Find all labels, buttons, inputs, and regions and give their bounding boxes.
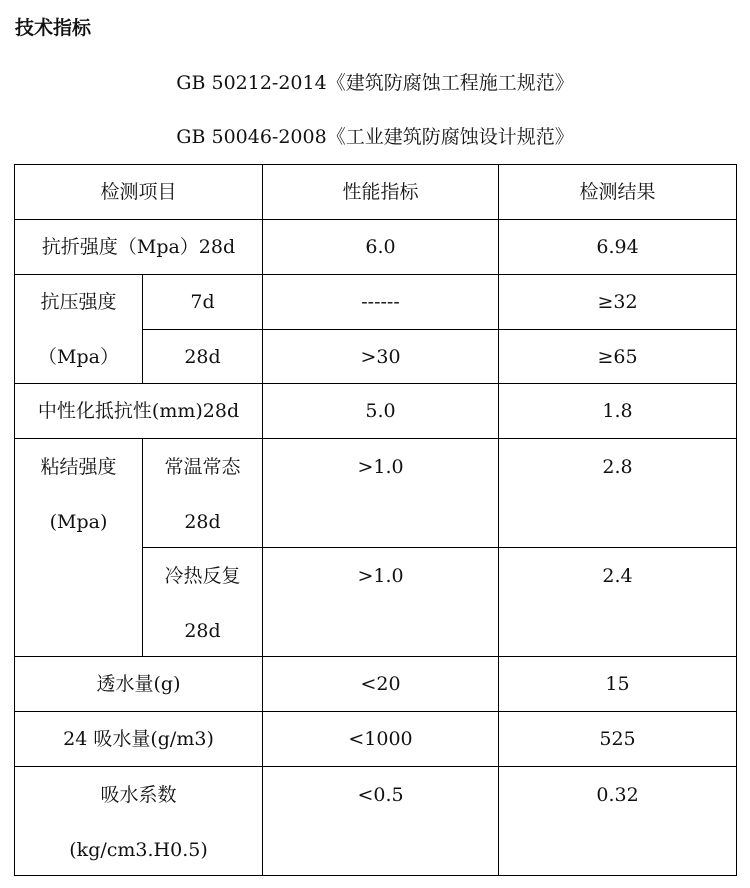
header-test-item: 检测项目 xyxy=(15,165,263,220)
compressive-strength-label xyxy=(15,275,143,384)
compressive-7d-result: ≥32 xyxy=(499,275,737,330)
bond-normal-result: 2.8 xyxy=(499,439,737,548)
flexural-strength-label: 抗折强度（Mpa）28d xyxy=(15,220,263,275)
water-absorption-24h-spec: <1000 xyxy=(263,712,499,767)
absorption-coefficient-label xyxy=(15,767,263,876)
table-header-row xyxy=(15,165,737,220)
bond-cycling-spec: >1.0 xyxy=(263,548,499,657)
carbonation-resistance-result: 1.8 xyxy=(499,384,737,439)
compressive-28d-spec: >30 xyxy=(263,330,499,384)
table-row xyxy=(15,220,737,275)
table-row xyxy=(15,767,737,876)
flexural-strength-spec: 6.0 xyxy=(263,220,499,275)
carbonation-resistance-label: 中性化抵抗性(mm)28d xyxy=(15,384,263,439)
table-row xyxy=(15,657,737,712)
bond-cycling-result: 2.4 xyxy=(499,548,737,657)
bond-condition-cycling-line1: 冷热反复 xyxy=(164,565,241,587)
water-absorption-24h-label: 24 吸水量(g/m3) xyxy=(15,712,263,767)
technical-spec-table xyxy=(14,164,737,876)
water-permeation-label: 透水量(g) xyxy=(15,657,263,712)
header-performance-spec: 性能指标 xyxy=(263,165,499,220)
bond-condition-cycling xyxy=(143,548,263,657)
bond-condition-cycling-line2: 28d xyxy=(184,620,221,642)
flexural-strength-result: 6.94 xyxy=(499,220,737,275)
absorption-coefficient-result: 0.32 xyxy=(499,767,737,876)
water-permeation-result: 15 xyxy=(499,657,737,712)
absorption-coefficient-spec: <0.5 xyxy=(263,767,499,876)
carbonation-resistance-spec: 5.0 xyxy=(263,384,499,439)
table-row xyxy=(15,384,737,439)
compressive-7d-spec: ------ xyxy=(263,275,499,330)
bond-strength-label-line1: 粘结强度 xyxy=(40,456,117,478)
bond-strength-label xyxy=(15,439,143,657)
bond-strength-label-line2: (Mpa) xyxy=(49,511,108,533)
standard-reference-1: GB 50212-2014《建筑防腐蚀工程施工规范》 xyxy=(176,72,574,94)
compressive-strength-label-line1: 抗压强度 xyxy=(40,290,117,313)
compressive-age-7d: 7d xyxy=(143,275,263,330)
water-permeation-spec: <20 xyxy=(263,657,499,712)
absorption-coefficient-label-line2: (kg/cm3.H0.5) xyxy=(69,839,208,861)
absorption-coefficient-label-line1: 吸水系数 xyxy=(100,784,177,806)
bond-normal-spec: >1.0 xyxy=(263,439,499,548)
compressive-age-28d: 28d xyxy=(143,330,263,384)
standard-reference-2: GB 50046-2008《工业建筑防腐蚀设计规范》 xyxy=(176,126,574,148)
page-heading: 技术指标 xyxy=(15,17,92,39)
table-row xyxy=(15,712,737,767)
bond-condition-normal xyxy=(143,439,263,548)
header-test-result: 检测结果 xyxy=(499,165,737,220)
water-absorption-24h-result: 525 xyxy=(499,712,737,767)
table-row xyxy=(15,439,737,548)
table-row xyxy=(15,275,737,330)
bond-condition-normal-line1: 常温常态 xyxy=(164,456,241,478)
compressive-28d-result: ≥65 xyxy=(499,330,737,384)
compressive-strength-label-line2: （Mpa） xyxy=(38,345,119,368)
bond-condition-normal-line2: 28d xyxy=(184,511,221,533)
